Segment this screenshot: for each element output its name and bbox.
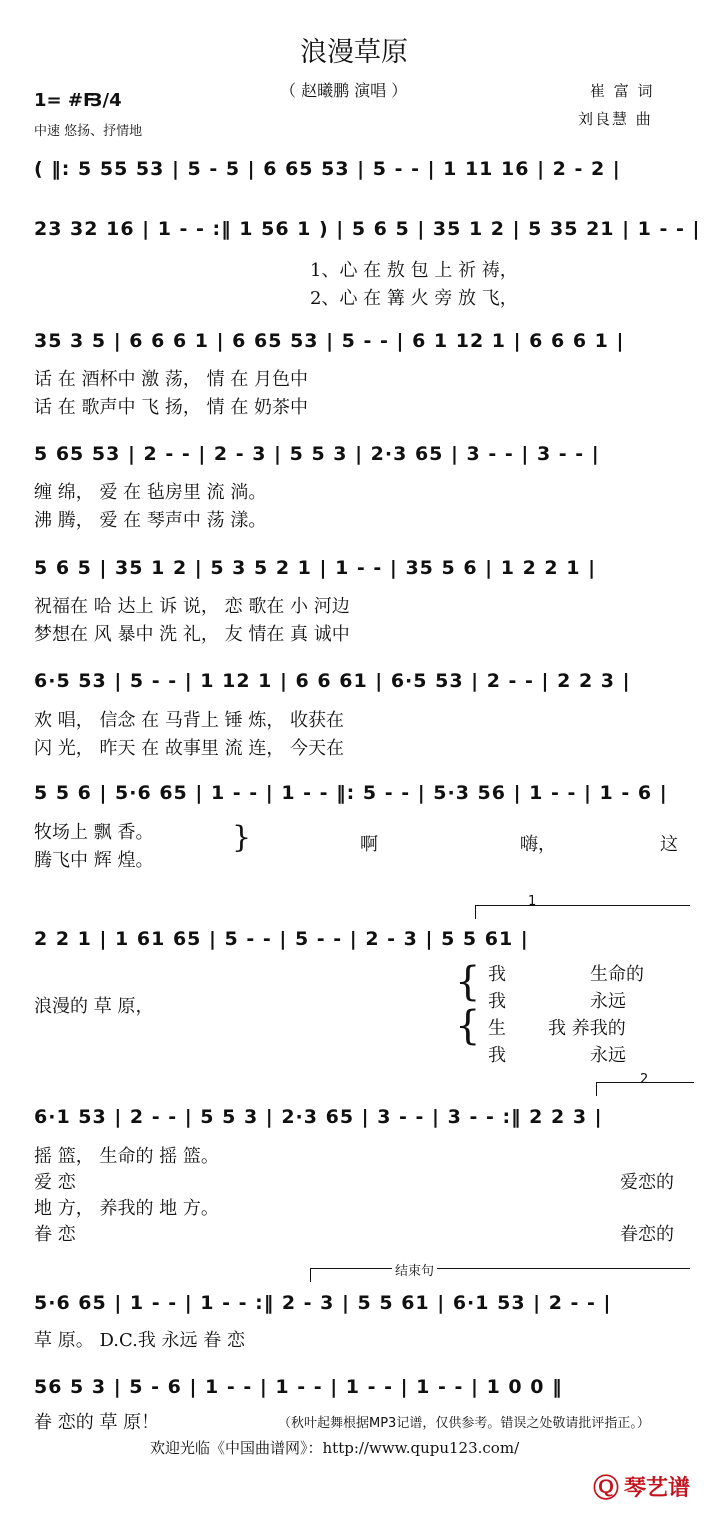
lyric-line-9-r4b: 眷恋的 — [620, 1224, 674, 1245]
chorus-word-a: 啊 — [360, 834, 378, 855]
lyric-line-8: 浪漫的 草 原， — [34, 996, 154, 1017]
notation-line-8: 2 2 1 | 1 61 65 | 5 - - | 5 - - | 2 - 3 | 5 5 61 | — [34, 928, 529, 950]
ending-line — [310, 1268, 690, 1269]
lyric-verse2-line4: 沸 腾， 爱 在 琴声中 荡 漾。 — [34, 510, 267, 531]
lyric-line-9-r3: 地 方， 养我的 地 方。 — [34, 1198, 219, 1219]
notation-line-4: 5 65 53 | 2 - - | 2 - 3 | 5 5 3 | 2·3 65 | 3 - - | 3 - - | — [34, 443, 600, 465]
singer-credit: （ 赵曦鹏 演唱 ） — [280, 81, 408, 100]
lyric-verse2-line6: 闪 光， 昨天 在 故事里 流 连， 今天在 — [34, 738, 345, 759]
lyric-verse1-line6: 欢 唱， 信念 在 马背上 锤 炼， 收获在 — [34, 710, 345, 731]
lyric-line-11: 眷 恋的 草 原！ — [34, 1412, 160, 1433]
lyric-verse1-line7: 牧场上 飘 香。 — [34, 822, 154, 843]
chorus-word-b: 嗨， — [520, 834, 556, 855]
ending-tick — [310, 1268, 311, 1282]
lyric-line-9-r1: 摇 篮， 生命的 摇 篮。 — [34, 1146, 219, 1167]
composer-credit: 刘良慧 曲 — [578, 110, 653, 128]
key-signature: 1= #F — [34, 90, 96, 111]
alt-lyric-3: 生 — [488, 1018, 506, 1039]
lyric-verse1-line2: 1、心 在 敖 包 上 祈 祷， — [310, 260, 518, 281]
alt-lyric-r4: 永远 — [590, 1045, 626, 1066]
site-logo: 琴艺谱 — [624, 1476, 691, 1501]
volta-1-label: 1 — [528, 894, 537, 909]
volta-2-tick — [596, 1082, 597, 1096]
volta-2-label: 2 — [640, 1072, 649, 1087]
alt-lyric-2: 我 — [488, 991, 506, 1012]
lyricist-credit: 崔 富 词 — [590, 82, 655, 100]
alt-lyric-r3: 我 养我的 — [548, 1018, 626, 1039]
alt-lyric-4: 我 — [488, 1045, 506, 1066]
notation-line-11: 56 5 3 | 5 - 6 | 1 - - | 1 - - | 1 - - | 1 - - | 1 0 0 ‖ — [34, 1376, 563, 1398]
lyric-line-10: 草 原。 D.C.我 永远 眷 恋 — [34, 1330, 245, 1351]
alt-lyric-1: 我 — [488, 964, 506, 985]
volta-1-line — [475, 905, 690, 906]
tempo-marking: 中速 悠扬、抒情地 — [34, 124, 143, 139]
page-title: 浪漫草原 — [300, 37, 408, 68]
lyric-verse1-line5: 祝福在 哈 达上 诉 说， 恋 歌在 小 河边 — [34, 596, 350, 617]
lyric-line-9-r4: 眷 恋 — [34, 1224, 76, 1245]
lyric-line-9-r2b: 爱恋的 — [620, 1172, 674, 1193]
notation-line-10: 5·6 65 | 1 - - | 1 - - :‖ 2 - 3 | 5 5 61 | 6·1 53 | 2 - - | — [34, 1292, 612, 1314]
notation-line-9: 6·1 53 | 2 - - | 5 5 3 | 2·3 65 | 3 - - | 3 - - :‖ 2 2 3 | — [34, 1106, 603, 1128]
notation-line-7: 5 5 6 | 5·6 65 | 1 - - | 1 - - ‖: 5 - - | 5·3 56 | 1 - - | 1 - 6 | — [34, 782, 668, 804]
chorus-word-c: 这 — [660, 834, 678, 855]
ending-label: 结束句 — [392, 1260, 437, 1279]
brace: } — [232, 820, 252, 855]
alt-lyric-r1: 生命的 — [590, 964, 644, 985]
alt-bracket: { { — [455, 959, 481, 1049]
lyric-verse2-line7: 腾飞中 辉 煌。 — [34, 850, 154, 871]
lyric-line-9-r2: 爱 恋 — [34, 1172, 76, 1193]
notation-line-1: ( ‖: 5 55 53 | 5 - 5 | 6 65 53 | 5 - - | 1 11 16 | 2 - 2 | — [34, 158, 621, 180]
lyric-verse2-line3: 话 在 歌声中 飞 扬， 情 在 奶茶中 — [34, 397, 309, 418]
lyric-verse1-line4: 缠 绵， 爱 在 毡房里 流 淌。 — [34, 482, 267, 503]
alt-lyric-r2: 永远 — [590, 991, 626, 1012]
logo-icon: Ⓠ — [593, 1474, 620, 1504]
notation-line-5: 5 6 5 | 35 1 2 | 5 3 5 2 1 | 1 - - | 35 5 6 | 1 2 2 1 | — [34, 557, 597, 579]
notation-line-6: 6·5 53 | 5 - - | 1 12 1 | 6 6 61 | 6·5 53 | 2 - - | 2 2 3 | — [34, 670, 631, 692]
site-welcome: 欢迎光临《中国曲谱网》：http://www.qupu123.com/ — [150, 1439, 520, 1457]
volta-1-tick — [475, 905, 476, 919]
time-signature: 3/4 — [90, 90, 122, 111]
notation-line-3: 35 3 5 | 6 6 6 1 | 6 65 53 | 5 - - | 6 1 12 1 | 6 6 6 1 | — [34, 330, 625, 352]
lyric-verse2-line5: 梦想在 风 暴中 洗 礼， 友 情在 真 诚中 — [34, 624, 350, 645]
lyric-verse2-line2: 2、心 在 篝 火 旁 放 飞， — [310, 288, 518, 309]
notation-line-2: 23 32 16 | 1 - - :‖ 1 56 1 ) | 5 6 5 | 35 1 2 | 5 35 21 | 1 - - | — [34, 218, 701, 240]
transcriber-note: （秋叶起舞根据MP3记谱，仅供参考。错误之处敬请批评指正。） — [278, 1416, 650, 1431]
lyric-verse1-line3: 话 在 酒杯中 激 荡， 情 在 月色中 — [34, 369, 309, 390]
